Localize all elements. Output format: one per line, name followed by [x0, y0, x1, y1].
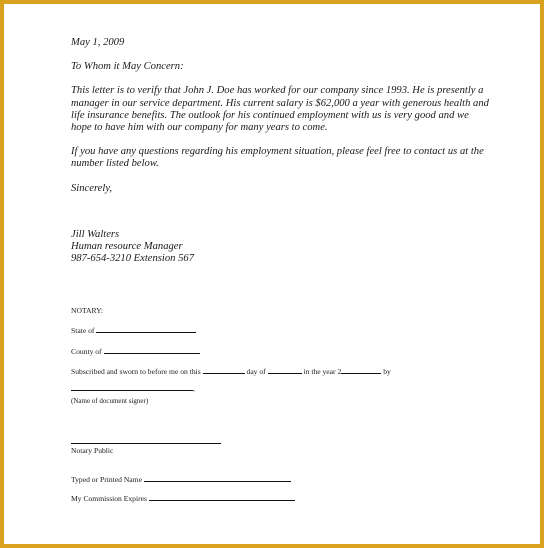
county-label: County of — [71, 347, 102, 356]
letter-date: May 1, 2009 — [71, 37, 125, 48]
signer-name-row — [71, 384, 195, 393]
state-row — [71, 326, 196, 335]
sworn-month-field[interactable] — [268, 367, 302, 374]
closing: Sincerely, — [71, 182, 113, 194]
sworn-text-2: day of — [246, 367, 266, 376]
signer-name: Jill Walters — [71, 228, 120, 240]
printed-name-row — [71, 475, 291, 484]
county-row — [71, 347, 200, 356]
commission-label: My Commission Expires — [71, 494, 147, 503]
sworn-text-4: by — [383, 367, 391, 376]
sworn-day-field[interactable] — [203, 367, 245, 374]
sworn-text-3: in the year 2 — [303, 367, 342, 376]
commission-row — [71, 494, 295, 503]
signer-phone: 987-654-3210 Extension 567 — [71, 253, 194, 265]
paragraph-employment: This letter is to verify that John J. Doe has worked for our company since 1993. He is presently a manager in our service department. His current salary is $62,000 a year with generous health and life insurance benefits. The outlook for his continued employment with us is very good and we hope to have him with our company for many years to come. — [71, 85, 489, 134]
state-label: State of — [71, 326, 95, 335]
printed-name-field[interactable] — [144, 475, 291, 482]
document-signer-field[interactable] — [71, 384, 193, 391]
commission-field[interactable] — [149, 494, 295, 501]
county-field[interactable] — [104, 347, 200, 354]
notary-heading: NOTARY: — [71, 306, 104, 315]
state-field[interactable] — [96, 326, 196, 333]
salutation: To Whom it May Concern: — [71, 61, 184, 73]
sworn-row — [71, 367, 391, 376]
signer-caption: (Name of document signer) — [71, 397, 149, 405]
notary-public-label: Notary Public — [71, 446, 114, 455]
signer-title: Human resource Manager — [71, 241, 183, 253]
signer-comma: , — [193, 384, 195, 393]
letter-body — [71, 37, 491, 265]
printed-name-label: Typed or Printed Name — [71, 475, 142, 484]
sworn-year-field[interactable] — [341, 367, 381, 374]
paragraph-contact: If you have any questions regarding his employment situation, please feel free to contact us at the number listed below. — [71, 146, 484, 170]
notary-signature-line[interactable] — [71, 443, 221, 444]
sworn-text-1: Subscribed and sworn to before me on this — [71, 367, 201, 376]
document-page — [4, 4, 540, 544]
